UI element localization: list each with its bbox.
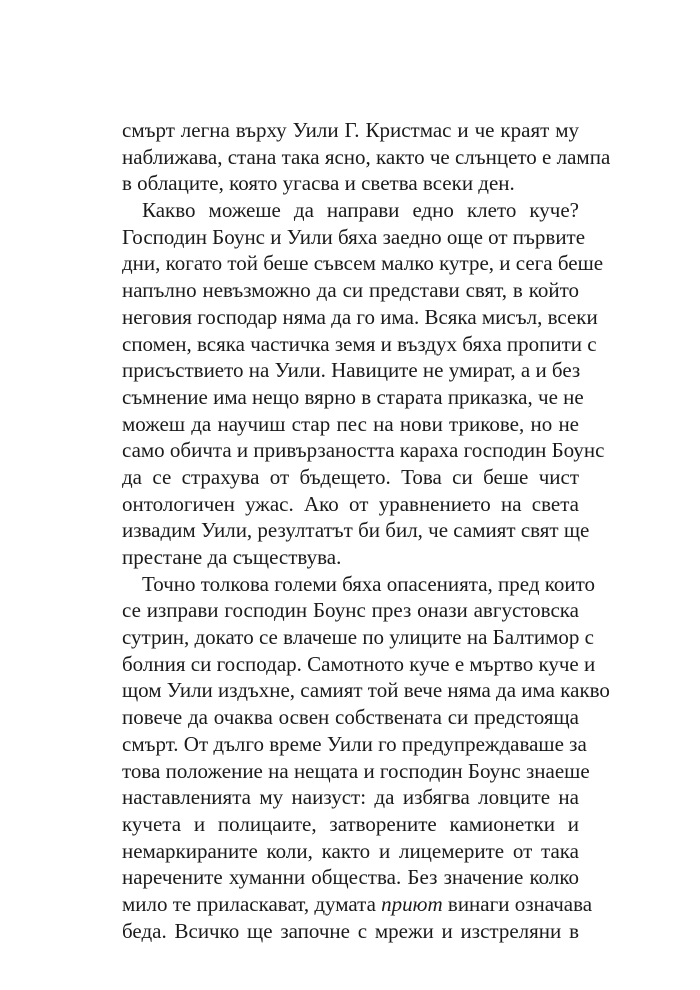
text-line: болния си господар. Самотното куче е мъртво куче и bbox=[122, 651, 596, 676]
paragraph-3 bbox=[122, 571, 610, 945]
text-line: извадим Уили, резултатът би бил, че самият свят ще bbox=[122, 518, 590, 543]
text-line: да се страхува от бъдещето. Това си беше чист bbox=[122, 464, 579, 489]
paragraph-2 bbox=[122, 197, 605, 571]
text-line: само обичта и привързаността караха господин Боунс bbox=[122, 438, 605, 463]
text-line: в облаците, която угасва и светва всеки ден. bbox=[122, 171, 515, 196]
text-line: немаркираните коли, както и лицемерите от така bbox=[122, 838, 579, 863]
text-line: можеш да научиш стар пес на нови трикове, но не bbox=[122, 411, 579, 436]
text-line: престане да съществува. bbox=[122, 545, 342, 569]
text-line: повече да очаква освен собствената си предстояща bbox=[122, 705, 579, 730]
text-line: неговия господар няма да го има. Всяка мисъл, всеки bbox=[122, 304, 598, 329]
text-line: дни, когато той беше съвсем малко кутре, и сега беше bbox=[122, 251, 604, 276]
paragraph-1 bbox=[122, 117, 611, 197]
text-line: сутрин, докато се влачеше по улиците на Балтимор с bbox=[122, 625, 594, 650]
text-line: това положение на нещата и господин Боунс знаеше bbox=[122, 758, 590, 783]
text-line: се изправи господин Боунс през онази августовска bbox=[122, 598, 579, 623]
text-line: кучета и полицаите, затворените камионетки и bbox=[122, 811, 579, 836]
book-page bbox=[122, 117, 611, 944]
text-line-with-italic: мило те приласкават, думата приют винаги означава bbox=[122, 891, 593, 916]
text-line: спомен, всяка частичка земя и въздух бяха пропити с bbox=[122, 331, 597, 356]
text-line: наставленията му наизуст: да избягва ловците на bbox=[122, 785, 579, 810]
text-line: Какво можеше да направи едно клето куче? bbox=[142, 198, 579, 223]
text-line: съмнение има нещо вярно в старата приказка, че не bbox=[122, 384, 584, 409]
text-line: Господин Боунс и Уили бяха заедно още от първите bbox=[122, 224, 586, 249]
text-line: наближава, стана така ясно, както че слънцето е лампа bbox=[122, 144, 611, 169]
text-line: смърт легна върху Уили Г. Кристмас и че краят му bbox=[122, 118, 579, 142]
text-line: онтологичен ужас. Ако от уравнението на света bbox=[122, 491, 579, 516]
text-line: беда. Всичко ще започне с мрежи и изстреляни в bbox=[122, 918, 579, 943]
text-line: смърт. От дълго време Уили го предупреждаваше за bbox=[122, 731, 587, 756]
text-line: наречените хуманни общества. Без значение колко bbox=[122, 865, 579, 890]
emphasized-word: приют bbox=[381, 891, 443, 916]
text-line: щом Уили издъхне, самият той вече няма да има какво bbox=[122, 678, 610, 703]
text-line: напълно невъзможно да си представи свят, в който bbox=[122, 278, 579, 303]
text-line: Точно толкова големи бяха опасенията, пред които bbox=[142, 571, 596, 596]
text-line: присъствието на Уили. Навиците не умират, а и без bbox=[122, 358, 581, 383]
